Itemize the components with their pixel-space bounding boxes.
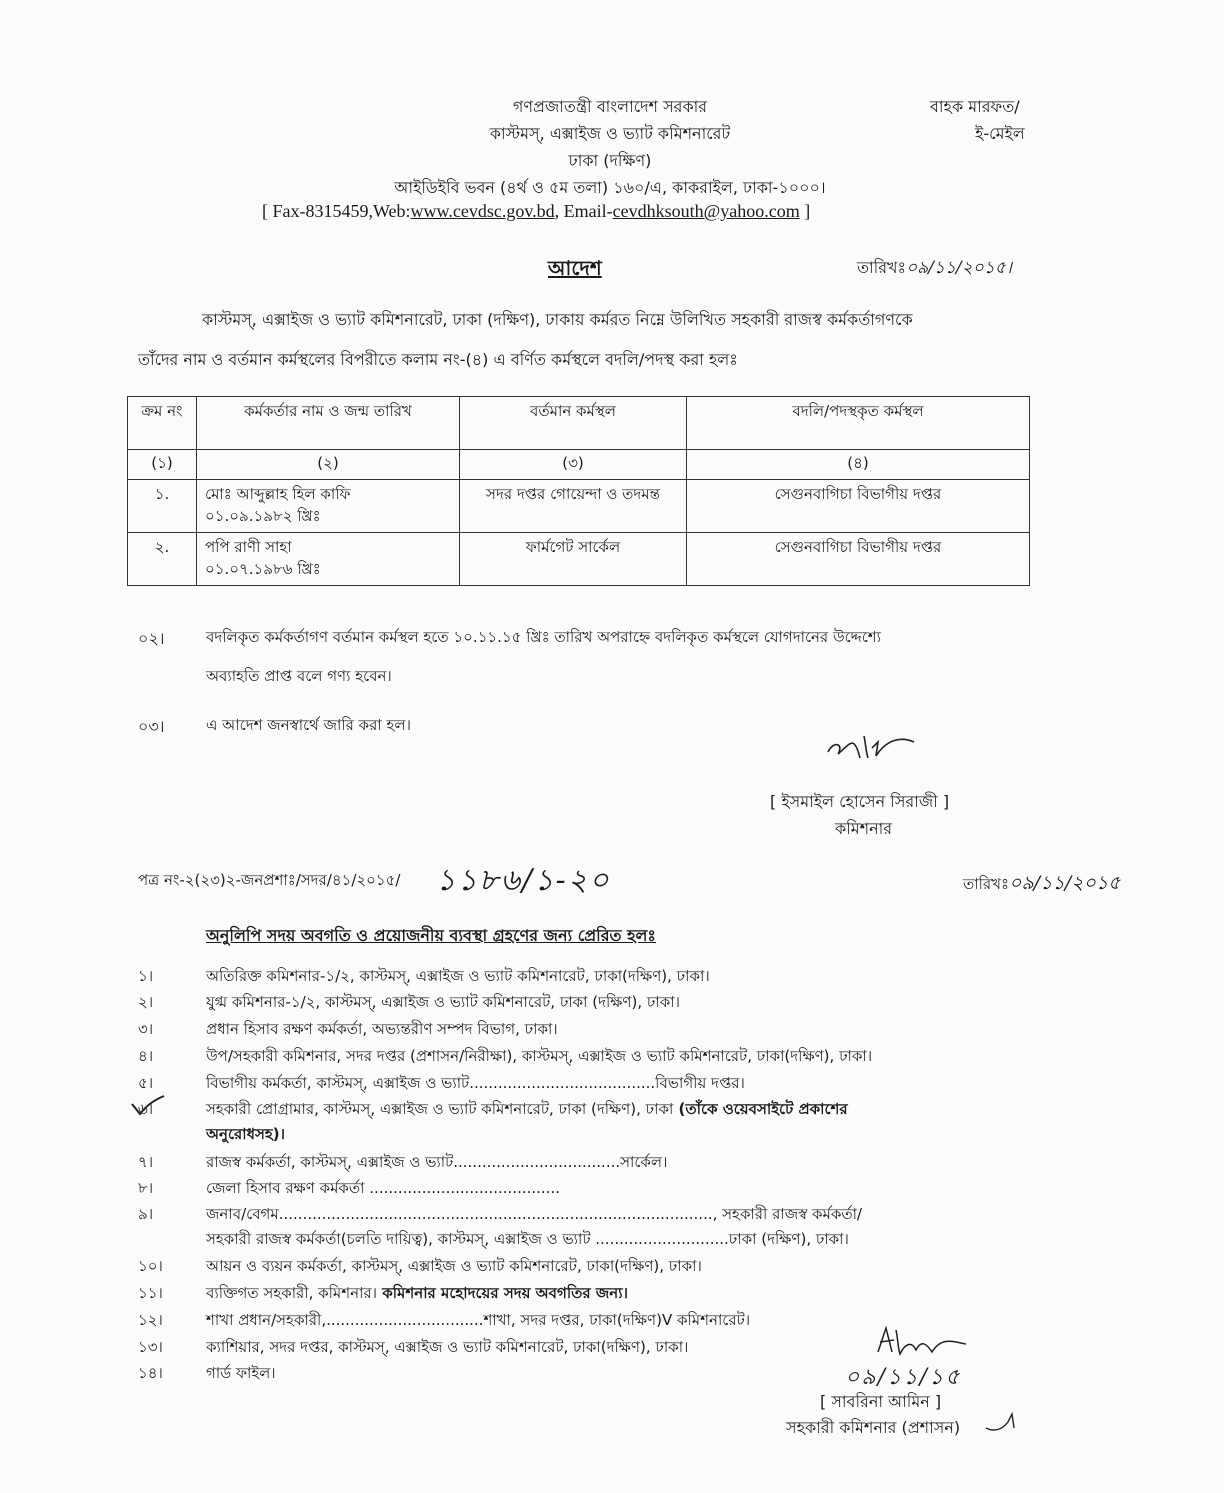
table-colnum-row (128, 450, 1030, 480)
intro-line-2: তাঁদের নাম ও বর্তমান কর্মস্থলের বিপরীতে কলাম নং-(৪) এ বর্ণিত কর্মস্থলে বদলি/পদস্থ করা হলঃ (138, 350, 738, 369)
memo-reference: পত্র নং-২(২৩)২-জনপ্রশাঃ/সদর/৪১/২০১৫/ (138, 871, 401, 889)
th-name: কর্মকর্তার নাম ও জন্ম তারিখ (197, 397, 460, 450)
commissioner-signature (820, 722, 920, 772)
para-3-number: ০৩। (138, 717, 165, 736)
item-text-main: ব্যক্তিগত সহকারী, কমিশনার। (206, 1284, 378, 1302)
item-text: যুগ্ম কমিশনার-১/২, কাস্টমস্, এক্সাইজ ও ভ্যাট কমিশনারেট, ঢাকা (দক্ষিণ), ঢাকা। (206, 993, 680, 1011)
colnum-3: (৩) (460, 450, 687, 480)
colnum-4: (৪) (687, 450, 1030, 480)
assistant-commissioner-name: [ সাবরিনা আমিন ] (820, 1392, 942, 1411)
row-new-post: সেগুনবাগিচা বিভাগীয় দপ্তর (687, 480, 1030, 533)
email-link[interactable]: cevdhksouth@yahoo.com (612, 201, 800, 221)
row-current-post: সদর দপ্তর গোয়েন্দা ও তদমন্ত (460, 480, 687, 533)
item-text: শাখা প্রধান/সহকারী,.................................শাখা, সদর দপ্তর, ঢাকা(দক্ষিণ)V কমিশনারেট। (206, 1311, 751, 1329)
th-current-post: বর্তমান কর্মস্থল (460, 397, 687, 450)
item-text: ক্যাশিয়ার, সদর দপ্তর, কাস্টমস্, এক্সাইজ ও ভ্যাট কমিশনারেট, ঢাকা(দক্ষিণ), ঢাকা। (206, 1338, 689, 1356)
para-2-line-1: বদলিকৃত কর্মকর্তাগণ বর্তমান কর্মস্থল হতে ১০.১১.১৫ খ্রিঃ তারিখ অপরাহ্নে বদলিকৃত কর্মস্থলে যোগদানের উদ্দেশ্যে (206, 628, 882, 646)
para-2-line-2: অব্যাহতি প্রাপ্ত বলে গণ্য হবেন। (206, 667, 392, 685)
item-text: উপ/সহকারী কমিশনার, সদর দপ্তর (প্রশাসন/নিরীক্ষা), কাস্টমস্, এক্সাইজ ও ভ্যাট কমিশনারেট, ঢাকা(দক্ষিণ), ঢাকা। (206, 1047, 873, 1065)
contact-open: [ Fax-8315459,Web: (262, 201, 411, 221)
item-number: ১। (138, 967, 154, 985)
item-number: ৩। (138, 1020, 154, 1038)
govt-name: গণপ্রজাতন্ত্রী বাংলাদেশ সরকার (512, 97, 708, 116)
item-number: ৬। (138, 1100, 154, 1118)
item-text-main: সহকারী প্রোগ্রামার, কাস্টমস্, এক্সাইজ ও ভ্যাট কমিশনারেট, ঢাকা (দক্ষিণ), ঢাকা (206, 1100, 674, 1118)
item-text: বিভাগীয় কর্মকর্তা, কাস্টমস্, এক্সাইজ ও ভ্যাট.......................................বিভাগীয় দপ্তর। (206, 1074, 745, 1092)
website-link[interactable]: www.cevdsc.gov.bd (410, 201, 555, 221)
table-row (128, 480, 1030, 533)
memo-date-label: তারিখঃ (963, 875, 1009, 893)
item-number: ১৩। (138, 1338, 163, 1356)
initial-mark (984, 1410, 1020, 1434)
item-text-bold: (তাঁকে ওয়েবসাইটে প্রকাশের (673, 1100, 848, 1118)
th-serial: ক্রম নং (128, 397, 197, 450)
item-text-line-2: সহকারী রাজস্ব কর্মকর্তা(চলতি দায়িত্ব), কাস্টমস্, এক্সাইজ ও ভ্যাট ............................ঢাকা (দক্ষিণ), ঢাকা। (206, 1230, 849, 1248)
assistant-commissioner-signature (872, 1322, 972, 1362)
item-text: আয়ন ও ব্যয়ন কর্মকর্তা, কাস্টমস্, এক্সাইজ ও ভ্যাট কমিশনারেট, ঢাকা(দক্ষিণ), ঢাকা। (206, 1257, 702, 1275)
order-date (857, 255, 1012, 283)
office-name: কাস্টমস্, এক্সাইজ ও ভ্যাট কমিশনারেট (489, 124, 731, 143)
table-header-row (128, 397, 1030, 450)
row-serial: ১. (128, 480, 197, 533)
officer-dob: ০১.০৭.১৯৮৬ খ্রিঃ (205, 560, 321, 578)
th-new-post: বদলি/পদস্থকৃত কর্মস্থল (687, 397, 1030, 450)
item-number: ১৪। (138, 1364, 163, 1382)
table-row (128, 533, 1030, 586)
contact-line (262, 201, 810, 222)
order-title: আদেশ (548, 256, 602, 280)
row-officer (197, 480, 460, 533)
para-2-number: ০২। (138, 629, 165, 648)
division-name: ঢাকা (দক্ষিণ) (568, 151, 652, 170)
row-officer (197, 533, 460, 586)
item-number: ৫। (138, 1074, 154, 1092)
memo-handwritten-number: ১১৮৬/১-২০ (436, 863, 611, 898)
item-text: রাজস্ব কর্মকর্তা, কাস্টমস্, এক্সাইজ ও ভ্যাট...................................সার্কেল। (206, 1153, 668, 1171)
item-text (206, 1282, 628, 1307)
item-text: গার্ড ফাইল। (206, 1364, 276, 1382)
item-text: প্রধান হিসাব রক্ষণ কর্মকর্তা, অভ্যন্তরীণ সম্পদ বিভাগ, ঢাকা। (206, 1020, 558, 1038)
contact-mid: , Email- (554, 201, 613, 221)
item-text (206, 1098, 848, 1123)
officer-name: পপি রাণী সাহা (205, 538, 292, 556)
item-text-bold: কমিশনার মহোদয়ের সদয় অবগতির জন্য। (377, 1284, 628, 1302)
assistant-commissioner-sign-date: ০৯/১১/১৫ (845, 1365, 962, 1390)
row-current-post: ফার্মগেট সার্কেল (460, 533, 687, 586)
item-number: ৭। (138, 1153, 154, 1171)
order-date-value: ০৯/১১/২০১৫। (906, 258, 1012, 278)
item-text-line-2: অনুরোধসহ)। (206, 1125, 285, 1143)
colnum-1: (১) (128, 450, 197, 480)
delivery-mode-1: বাহক মারফত/ (930, 97, 1020, 116)
item-number: ৯। (138, 1205, 154, 1223)
order-date-label: তারিখঃ (857, 258, 907, 277)
item-number: ১০। (138, 1257, 163, 1275)
item-number: ২। (138, 993, 154, 1011)
contact-close: ] (799, 201, 811, 221)
item-number: ৪। (138, 1047, 154, 1065)
row-new-post: সেগুনবাগিচা বিভাগীয় দপ্তর (687, 533, 1030, 586)
item-number: ৮। (138, 1179, 154, 1197)
item-text: অতিরিক্ত কমিশনার-১/২, কাস্টমস্, এক্সাইজ ও ভ্যাট কমিশনারেট, ঢাকা(দক্ষিণ), ঢাকা। (206, 967, 710, 985)
row-serial: ২. (128, 533, 197, 586)
colnum-2: (২) (197, 450, 460, 480)
commissioner-name: [ ইসমাইল হোসেন সিরাজী ] (770, 792, 950, 811)
office-address: আইডিইবি ভবন (৪র্থ ও ৫ম তলা) ১৬০/এ, কাকরাইল, ঢাকা-১০০০। (394, 178, 826, 197)
item-text: জেলা হিসাব রক্ষণ কর্মকর্তা ........................................ (206, 1179, 561, 1197)
intro-line-1: কাস্টমস্, এক্সাইজ ও ভ্যাট কমিশনারেট, ঢাকা (দক্ষিণ), ঢাকায় কর্মরত নিম্নে উলিখিত সহকারী রাজস্ব কর্মকর্তাগণকে (202, 310, 913, 329)
copy-heading: অনুলিপি সদয় অবগতি ও প্রয়োজনীয় ব্যবস্থা গ্রহণের জন্য প্রেরিত হলঃ (206, 926, 656, 945)
memo-date (963, 869, 1121, 901)
delivery-mode-2: ই-মেইল (975, 124, 1025, 143)
commissioner-designation: কমিশনার (835, 819, 893, 838)
transfer-table (127, 396, 1030, 586)
item-number: ১২। (138, 1311, 163, 1329)
officer-dob: ০১.০৯.১৯৮২ খ্রিঃ (205, 507, 321, 525)
item-text: জনাব/বেগম..........................................................................................., সহকারী রাজস্ব কর্মকর্তা/ (206, 1205, 862, 1223)
memo-date-value: ০৯/১১/২০১৫ (1009, 872, 1121, 894)
assistant-commissioner-designation: সহকারী কমিশনার (প্রশাসন) (786, 1418, 961, 1437)
officer-name: মোঃ আব্দুল্লাহ হিল কাফি (205, 485, 351, 503)
item-number: ১১। (138, 1284, 163, 1302)
para-3-line-1: এ আদেশ জনস্বার্থে জারি করা হল। (206, 716, 411, 734)
